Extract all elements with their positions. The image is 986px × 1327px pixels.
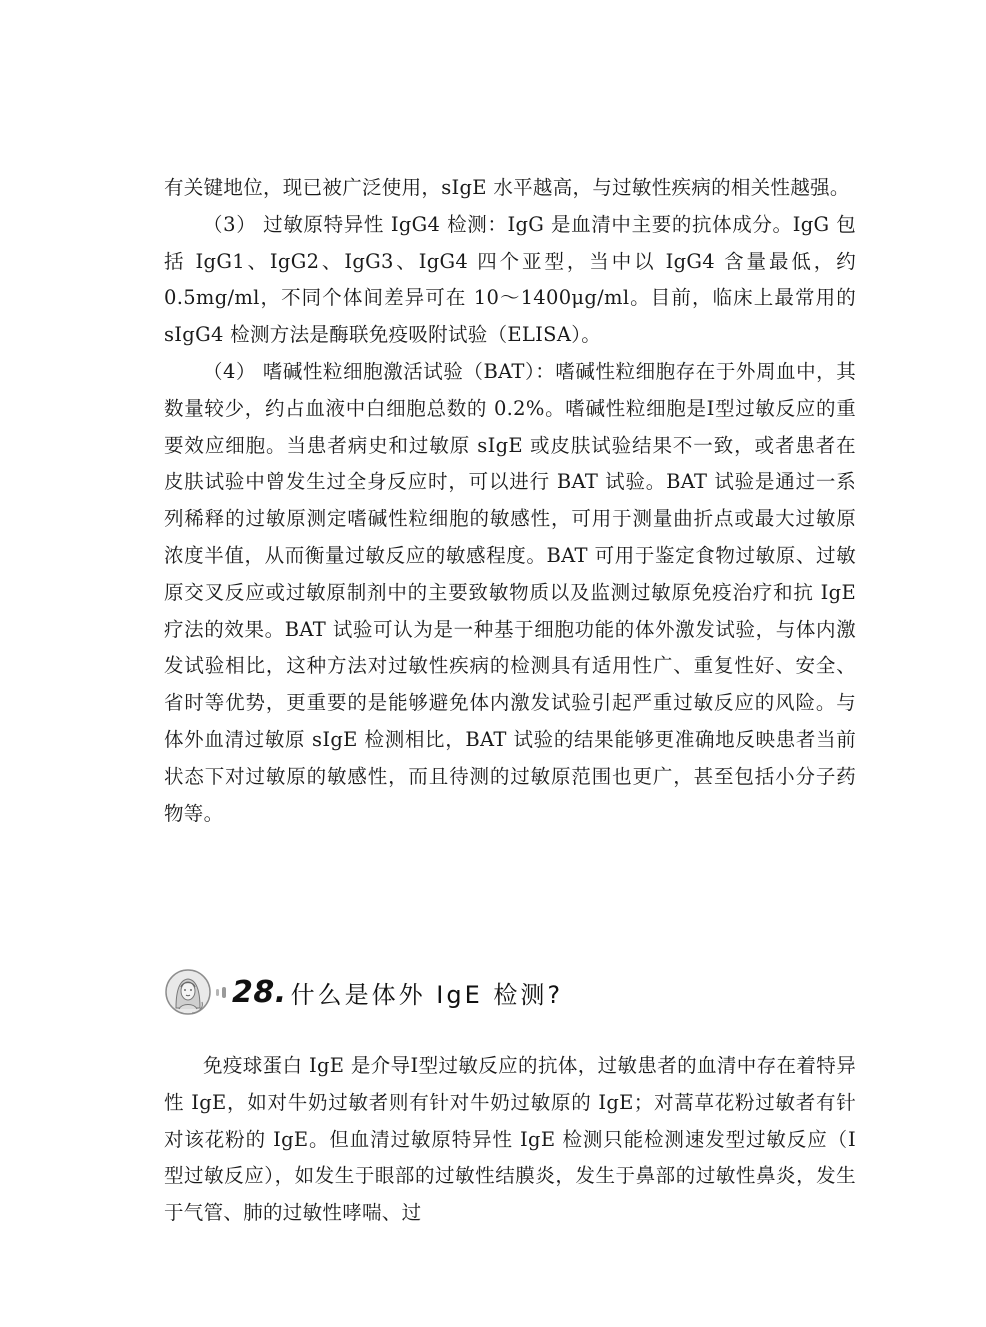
paragraph-continuation: 有关键地位，现已被广泛使用，sIgE 水平越高，与过敏性疾病的相关性越强。 (164, 176, 850, 199)
paragraph-ige: 免疫球蛋白 IgE 是介导Ⅰ型过敏反应的抗体，过敏患者的血清中存在着特异性 IgE，如对牛奶过敏者则有针对牛奶过敏原的 IgE；对蒿草花粉过敏者有针对该花粉的 IgE。但血清过敏原特异性 IgE 检测只能检测速发型过敏反应（Ⅰ型过敏反应），如发生于眼部的过敏性结膜炎，发生于鼻部的过敏性鼻炎，发生于气管、肺的过敏性哮喘、过 (164, 1054, 856, 1225)
woman-portrait-icon (164, 968, 212, 1016)
heading-dot (216, 989, 219, 996)
section-heading (164, 964, 856, 1020)
body-text-bottom (164, 1048, 856, 1232)
paragraph-igg4: （3） 过敏原特异性 IgG4 检测：IgG 是血清中主要的抗体成分。IgG 包括 IgG1、IgG2、IgG3、IgG4 四个亚型，当中以 IgG4 含量最低，约 0.5mg/ml，不同个体间差异可在 10～1400μg/ml。目前，临床上最常用的 sIgG4 检测方法是酶联免疫吸附试验（ELISA）。 (164, 212, 856, 347)
heading-dots (216, 987, 226, 998)
body-text-top (164, 170, 856, 832)
heading-dot (222, 987, 226, 998)
paragraph-bat: （4） 嗜碱性粒细胞激活试验（BAT）：嗜碱性粒细胞存在于外周血中，其数量较少，约占血液中白细胞总数的 0.2%。嗜碱性粒细胞是Ⅰ型过敏反应的重要效应细胞。当患者病史和过敏原 sIgE 或皮肤试验结果不一致，或者患者在皮肤试验中曾发生过全身反应时，可以进行 BAT 试验。BAT 试验是通过一系列稀释的过敏原测定嗜碱性粒细胞的敏感性，可用于测量曲折点或最大过敏原浓度半值，从而衡量过敏反应的敏感程度。BAT 可用于鉴定食物过敏原、过敏原交叉反应或过敏原制剂中的主要致敏物质以及监测过敏原免疫治疗和抗 IgE 疗法的效果。BAT 试验可认为是一种基于细胞功能的体外激发试验，与体内激发试验相比，这种方法对过敏性疾病的检测具有适用性广、重复性好、安全、省时等优势，更重要的是能够避免体内激发试验引起严重过敏反应的风险。与体外血清过敏原 sIgE 检测相比，BAT 试验的结果能够更准确地反映患者当前状态下对过敏原的敏感性，而且待测的过敏原范围也更广，甚至包括小分子药物等。 (164, 359, 856, 825)
section-title: 什么是体外 IgE 检测? (290, 980, 564, 1009)
section-number: 28. (232, 974, 287, 1010)
